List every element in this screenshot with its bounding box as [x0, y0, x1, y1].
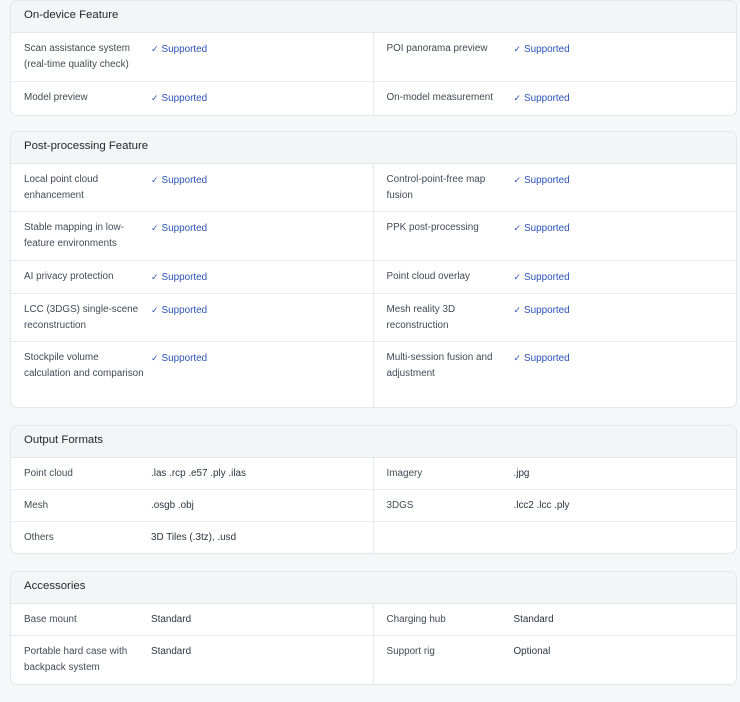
- spec-value: [151, 220, 371, 237]
- spec-value: .las .rcp .e57 .ply .ilas: [151, 468, 246, 479]
- spec-value: [151, 269, 371, 286]
- table-row: [11, 636, 736, 684]
- spec-value: .osgb .obj: [151, 500, 194, 511]
- section-title: Post-processing Feature: [11, 132, 736, 164]
- spec-label: Multi-session fusion and adjustment: [386, 352, 493, 380]
- check-icon: ✓: [513, 175, 522, 185]
- table-row: [11, 261, 736, 294]
- section-post-processing-feature: [10, 131, 737, 408]
- spec-cell: [374, 33, 737, 81]
- check-icon: ✓: [151, 305, 159, 315]
- spec-value: [151, 350, 371, 367]
- spec-cell: [11, 458, 374, 489]
- spec-value: [514, 172, 734, 189]
- check-icon: ✓: [513, 44, 522, 54]
- spec-cell: [374, 261, 737, 293]
- section-accessories: [10, 571, 737, 685]
- spec-label: Imagery: [386, 468, 423, 479]
- spec-cell: [11, 342, 374, 407]
- supported-text: Supported: [524, 272, 570, 283]
- spec-cell: [374, 636, 737, 684]
- section-output-formats: [10, 425, 737, 554]
- spec-label: Support rig: [386, 646, 435, 657]
- table-row: [11, 164, 736, 212]
- spec-cell: [11, 636, 374, 684]
- table-row: [11, 212, 736, 261]
- spec-cell: [11, 33, 374, 81]
- spec-value: [151, 90, 371, 107]
- spec-value: [151, 41, 371, 58]
- spec-cell: [11, 164, 374, 211]
- table-row: [11, 294, 736, 342]
- check-icon: ✓: [513, 305, 522, 315]
- supported-text: Supported: [161, 353, 208, 364]
- spec-label: Mesh reality 3D reconstruction: [386, 304, 456, 332]
- spec-label: PPK post-processing: [386, 222, 479, 233]
- table-row: [11, 604, 736, 636]
- spec-value: [151, 302, 371, 319]
- spec-cell: [374, 212, 737, 260]
- spec-label: LCC (3DGS) single-scene reconstruction: [24, 304, 139, 332]
- spec-label: AI privacy protection: [24, 271, 114, 282]
- check-icon: ✓: [151, 272, 159, 282]
- check-icon: ✓: [513, 272, 522, 282]
- spec-value: Standard: [151, 646, 192, 657]
- supported-text: Supported: [161, 175, 208, 186]
- spec-value: Standard: [151, 614, 192, 625]
- spec-cell: [11, 522, 374, 553]
- spec-cell: [374, 604, 737, 635]
- supported-text: Supported: [524, 93, 570, 104]
- spec-label: Model preview: [24, 92, 88, 103]
- table-row: [11, 342, 736, 407]
- spec-cell: [11, 490, 374, 521]
- table-row: [11, 522, 736, 553]
- spec-cell: [11, 82, 374, 115]
- supported-text: Supported: [161, 44, 208, 55]
- supported-text: Supported: [524, 175, 570, 186]
- spec-label: Portable hard case with backpack system: [24, 646, 128, 674]
- spec-cell: [374, 164, 737, 211]
- supported-text: Supported: [161, 305, 208, 316]
- spec-label: Stockpile volume calculation and comparison: [24, 352, 144, 380]
- table-row: [11, 490, 736, 522]
- spec-label: Point cloud: [24, 468, 73, 479]
- spec-label: On-model measurement: [386, 92, 493, 103]
- spec-cell: [11, 261, 374, 293]
- spec-value: [514, 90, 734, 107]
- check-icon: ✓: [151, 223, 159, 233]
- table-row: [11, 82, 736, 115]
- spec-label: POI panorama preview: [386, 43, 488, 54]
- table-row: [11, 458, 736, 490]
- spec-label: Point cloud overlay: [386, 271, 470, 282]
- spec-cell: [11, 604, 374, 635]
- spec-value: [514, 350, 734, 367]
- spec-value: [514, 269, 734, 286]
- section-on-device-feature: [10, 0, 737, 116]
- check-icon: ✓: [151, 175, 159, 185]
- spec-label: Local point cloud enhancement: [24, 174, 99, 202]
- check-icon: ✓: [151, 93, 159, 103]
- supported-text: Supported: [524, 305, 570, 316]
- spec-cell: [11, 212, 374, 260]
- spec-label: Base mount: [24, 614, 77, 625]
- spec-cell: [374, 490, 737, 521]
- spec-value: [514, 302, 734, 319]
- spec-value: [151, 172, 371, 189]
- supported-text: Supported: [161, 223, 208, 234]
- spec-label: 3DGS: [386, 500, 414, 511]
- spec-cell: [374, 342, 737, 407]
- supported-text: Supported: [161, 272, 208, 283]
- check-icon: ✓: [151, 44, 159, 54]
- spec-cell: [374, 458, 737, 489]
- spec-label: Control-point-free map fusion: [386, 174, 486, 202]
- table-row: [11, 33, 736, 82]
- section-title: Output Formats: [11, 426, 736, 458]
- spec-value: [514, 220, 734, 237]
- check-icon: ✓: [513, 223, 522, 233]
- section-title: On-device Feature: [11, 1, 736, 33]
- supported-text: Supported: [524, 44, 570, 55]
- spec-label: Mesh: [24, 500, 49, 511]
- spec-label: Scan assistance system (real-time quality check): [24, 43, 130, 71]
- spec-cell: [374, 82, 737, 115]
- spec-cell: [11, 294, 374, 341]
- spec-cell: [374, 294, 737, 341]
- check-icon: ✓: [151, 353, 159, 363]
- spec-value: 3D Tiles (.3tz), .usd: [151, 532, 237, 543]
- check-icon: ✓: [513, 353, 522, 363]
- spec-label: Stable mapping in low-feature environments: [24, 222, 124, 250]
- spec-value: Standard: [513, 614, 554, 625]
- section-title: Accessories: [11, 572, 736, 604]
- check-icon: ✓: [513, 93, 522, 103]
- spec-label: Charging hub: [386, 614, 446, 625]
- spec-value: [514, 41, 734, 58]
- spec-value: Optional: [513, 646, 551, 657]
- spec-cell-empty: [374, 522, 737, 553]
- spec-value: .jpg: [513, 468, 530, 479]
- supported-text: Supported: [524, 223, 570, 234]
- supported-text: Supported: [524, 353, 570, 364]
- supported-text: Supported: [161, 93, 208, 104]
- spec-value: .lcc2 .lcc .ply: [513, 500, 570, 511]
- spec-label: Others: [24, 532, 54, 543]
